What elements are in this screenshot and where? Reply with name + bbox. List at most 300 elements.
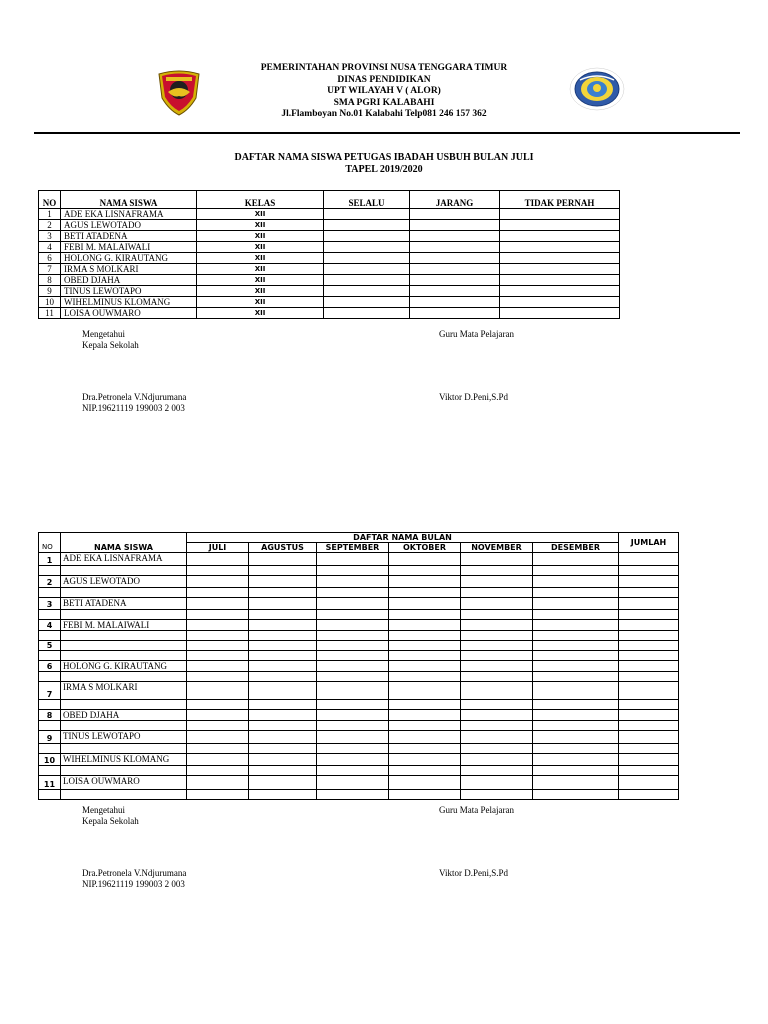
cell-sub[interactable] bbox=[249, 631, 317, 641]
row-name: ADE EKA LISNAFRAMA bbox=[61, 553, 187, 566]
cell-sub[interactable] bbox=[187, 766, 249, 776]
row-name: BETI ATADENA bbox=[61, 231, 197, 242]
cell-month[interactable] bbox=[187, 776, 249, 790]
cell-month[interactable] bbox=[317, 661, 389, 672]
cell-selalu[interactable] bbox=[324, 308, 410, 319]
cell-name-sub bbox=[61, 610, 187, 620]
row-no: 1 bbox=[39, 553, 61, 566]
table-row bbox=[39, 253, 620, 264]
cell-jarang[interactable] bbox=[410, 308, 500, 319]
row-no: 7 bbox=[39, 682, 61, 700]
row-no: 2 bbox=[39, 220, 61, 231]
duty-roster-table bbox=[38, 190, 620, 319]
cell-month[interactable] bbox=[389, 731, 461, 744]
cell-tidak-pernah[interactable] bbox=[500, 308, 620, 319]
cell-jarang[interactable] bbox=[410, 220, 500, 231]
cell-total[interactable] bbox=[619, 598, 679, 610]
cell-month[interactable] bbox=[461, 776, 533, 790]
cell-month[interactable] bbox=[389, 553, 461, 566]
cell-no-sub bbox=[39, 766, 61, 776]
cell-sub[interactable] bbox=[619, 744, 679, 754]
table-row-sub bbox=[39, 721, 679, 731]
cell-sub[interactable] bbox=[533, 631, 619, 641]
cell-sub[interactable] bbox=[533, 610, 619, 620]
cell-total[interactable] bbox=[619, 710, 679, 721]
table-row bbox=[39, 231, 620, 242]
col-header-jarang: JARANG bbox=[410, 191, 500, 209]
cell-sub[interactable] bbox=[533, 721, 619, 731]
title-line-2: TAPEL 2019/2020 bbox=[345, 163, 423, 175]
sig-right-line1: Guru Mata Pelajaran bbox=[439, 329, 514, 339]
cell-sub[interactable] bbox=[619, 631, 679, 641]
row-name: TINUS LEWOTAPO bbox=[61, 731, 187, 744]
row-no: 9 bbox=[39, 731, 61, 744]
cell-sub[interactable] bbox=[619, 672, 679, 682]
cell-sub[interactable] bbox=[249, 588, 317, 598]
cell-total[interactable] bbox=[619, 553, 679, 566]
cell-sub[interactable] bbox=[619, 766, 679, 776]
row-name: LOISA OUWMARO bbox=[61, 776, 187, 790]
letterhead bbox=[180, 63, 588, 121]
cell-sub[interactable] bbox=[533, 700, 619, 710]
cell-sub[interactable] bbox=[187, 744, 249, 754]
cell-sub[interactable] bbox=[389, 651, 461, 661]
table-row bbox=[39, 553, 679, 566]
row-kelas: XII bbox=[197, 264, 324, 275]
cell-month[interactable] bbox=[317, 754, 389, 766]
cell-name-sub bbox=[61, 744, 187, 754]
cell-sub[interactable] bbox=[461, 744, 533, 754]
cell-sub[interactable] bbox=[187, 790, 249, 800]
cell-month[interactable] bbox=[389, 661, 461, 672]
cell-sub[interactable] bbox=[619, 566, 679, 576]
cell-name-sub bbox=[61, 631, 187, 641]
cell-sub[interactable] bbox=[533, 672, 619, 682]
cell-jarang[interactable] bbox=[410, 286, 500, 297]
row-no: 5 bbox=[39, 641, 61, 651]
sig-left-nip: NIP.19621119 199003 2 003 bbox=[82, 878, 185, 889]
cell-tidak-pernah[interactable] bbox=[500, 253, 620, 264]
cell-month[interactable] bbox=[249, 710, 317, 721]
cell-sub[interactable] bbox=[389, 700, 461, 710]
sig-left-line2: Kepala Sekolah bbox=[82, 815, 139, 826]
cell-sub[interactable] bbox=[619, 588, 679, 598]
cell-selalu[interactable] bbox=[324, 220, 410, 231]
cell-month[interactable] bbox=[187, 620, 249, 631]
cell-sub[interactable] bbox=[187, 651, 249, 661]
row-no: 11 bbox=[39, 308, 61, 319]
cell-month[interactable] bbox=[389, 576, 461, 588]
row-no: 7 bbox=[39, 264, 61, 275]
table-row bbox=[39, 308, 620, 319]
cell-sub[interactable] bbox=[619, 700, 679, 710]
cell-sub[interactable] bbox=[389, 631, 461, 641]
cell-month[interactable] bbox=[317, 553, 389, 566]
row-no: 6 bbox=[39, 253, 61, 264]
cell-month[interactable] bbox=[317, 576, 389, 588]
document-title bbox=[150, 152, 618, 175]
cell-sub[interactable] bbox=[461, 721, 533, 731]
cell-month[interactable] bbox=[187, 661, 249, 672]
cell-jarang[interactable] bbox=[410, 297, 500, 308]
cell-no-sub bbox=[39, 588, 61, 598]
cell-tidak-pernah[interactable] bbox=[500, 220, 620, 231]
row-name: FEBI M. MALAIWALI bbox=[61, 620, 187, 631]
row-kelas: XII bbox=[197, 308, 324, 319]
cell-no-sub bbox=[39, 566, 61, 576]
signature-left-name-2 bbox=[82, 868, 186, 889]
cell-name-sub bbox=[61, 672, 187, 682]
col-header-tidak-pernah: TIDAK PERNAH bbox=[500, 191, 620, 209]
col-header-kelas: KELAS bbox=[197, 191, 324, 209]
sig-left-nip: NIP.19621119 199003 2 003 bbox=[82, 402, 185, 413]
cell-month[interactable] bbox=[461, 710, 533, 721]
cell-tidak-pernah[interactable] bbox=[500, 286, 620, 297]
row-no: 8 bbox=[39, 275, 61, 286]
cell-name-sub bbox=[61, 766, 187, 776]
table-row bbox=[39, 682, 679, 700]
cell-name-sub bbox=[61, 721, 187, 731]
row-name: WIHELMINUS KLOMANG bbox=[61, 297, 197, 308]
signature-left-2 bbox=[82, 805, 139, 826]
cell-sub[interactable] bbox=[533, 588, 619, 598]
row-kelas: XII bbox=[197, 253, 324, 264]
cell-sub[interactable] bbox=[533, 651, 619, 661]
cell-sub[interactable] bbox=[389, 721, 461, 731]
row-name: HOLONG G. KIRAUTANG bbox=[61, 661, 187, 672]
cell-name-sub bbox=[61, 588, 187, 598]
table-header-row bbox=[39, 191, 620, 209]
cell-sub[interactable] bbox=[461, 700, 533, 710]
row-name: HOLONG G. KIRAUTANG bbox=[61, 253, 197, 264]
table-row bbox=[39, 620, 679, 631]
cell-sub[interactable] bbox=[249, 766, 317, 776]
cell-month[interactable] bbox=[461, 682, 533, 700]
cell-sub[interactable] bbox=[389, 610, 461, 620]
cell-tidak-pernah[interactable] bbox=[500, 209, 620, 220]
cell-sub[interactable] bbox=[461, 631, 533, 641]
cell-month[interactable] bbox=[249, 620, 317, 631]
cell-tidak-pernah[interactable] bbox=[500, 231, 620, 242]
table-row bbox=[39, 598, 679, 610]
cell-month[interactable] bbox=[461, 576, 533, 588]
row-no: 9 bbox=[39, 286, 61, 297]
table-row bbox=[39, 776, 679, 790]
cell-total[interactable] bbox=[619, 620, 679, 631]
cell-sub[interactable] bbox=[389, 766, 461, 776]
cell-month[interactable] bbox=[389, 682, 461, 700]
t2-header-month: NOVEMBER bbox=[461, 543, 533, 553]
cell-no-sub bbox=[39, 631, 61, 641]
cell-jarang[interactable] bbox=[410, 209, 500, 220]
col-header-no: NO bbox=[39, 191, 61, 209]
cell-sub[interactable] bbox=[317, 588, 389, 598]
cell-month[interactable] bbox=[317, 731, 389, 744]
cell-sub[interactable] bbox=[533, 766, 619, 776]
cell-month[interactable] bbox=[187, 598, 249, 610]
table-row-sub bbox=[39, 744, 679, 754]
cell-sub[interactable] bbox=[317, 721, 389, 731]
row-no: 11 bbox=[39, 776, 61, 790]
cell-month[interactable] bbox=[249, 682, 317, 700]
cell-sub[interactable] bbox=[187, 610, 249, 620]
table-row-sub bbox=[39, 672, 679, 682]
cell-selalu[interactable] bbox=[324, 231, 410, 242]
cell-month[interactable] bbox=[461, 754, 533, 766]
cell-sub[interactable] bbox=[461, 588, 533, 598]
cell-sub[interactable] bbox=[249, 700, 317, 710]
sig-left-line1: Mengetahui bbox=[82, 805, 125, 815]
cell-month[interactable] bbox=[187, 731, 249, 744]
cell-month[interactable] bbox=[533, 661, 619, 672]
cell-no-sub bbox=[39, 672, 61, 682]
table2-header-group-row bbox=[39, 533, 679, 543]
cell-sub[interactable] bbox=[389, 790, 461, 800]
cell-sub[interactable] bbox=[461, 672, 533, 682]
cell-month[interactable] bbox=[533, 576, 619, 588]
cell-sub[interactable] bbox=[461, 790, 533, 800]
cell-total[interactable] bbox=[619, 576, 679, 588]
cell-sub[interactable] bbox=[317, 744, 389, 754]
signature-left-name bbox=[82, 392, 186, 413]
cell-sub[interactable] bbox=[389, 672, 461, 682]
t2-header-month: DESEMBER bbox=[533, 543, 619, 553]
cell-month[interactable] bbox=[389, 620, 461, 631]
cell-tidak-pernah[interactable] bbox=[500, 264, 620, 275]
letterhead-line: SMA PGRI KALABAHI bbox=[333, 97, 435, 108]
row-name: IRMA S MOLKARI bbox=[61, 682, 187, 700]
cell-month[interactable] bbox=[249, 731, 317, 744]
cell-month[interactable] bbox=[533, 553, 619, 566]
cell-sub[interactable] bbox=[533, 790, 619, 800]
cell-jarang[interactable] bbox=[410, 275, 500, 286]
cell-month[interactable] bbox=[389, 754, 461, 766]
table-row-sub bbox=[39, 651, 679, 661]
cell-month[interactable] bbox=[187, 576, 249, 588]
cell-sub[interactable] bbox=[619, 610, 679, 620]
row-kelas: XII bbox=[197, 231, 324, 242]
t2-header-name: NAMA SISWA bbox=[61, 533, 187, 553]
cell-month[interactable] bbox=[461, 641, 533, 651]
cell-sub[interactable] bbox=[461, 766, 533, 776]
cell-month[interactable] bbox=[461, 553, 533, 566]
table-row bbox=[39, 242, 620, 253]
table-row bbox=[39, 731, 679, 744]
letterhead-line: UPT WILAYAH V ( ALOR) bbox=[327, 86, 441, 96]
cell-total[interactable] bbox=[619, 661, 679, 672]
cell-sub[interactable] bbox=[619, 651, 679, 661]
cell-sub[interactable] bbox=[317, 672, 389, 682]
signature-right-name-2 bbox=[439, 868, 508, 879]
cell-month[interactable] bbox=[187, 553, 249, 566]
table-row-sub bbox=[39, 588, 679, 598]
cell-month[interactable] bbox=[461, 620, 533, 631]
cell-month[interactable] bbox=[533, 731, 619, 744]
row-kelas: XII bbox=[197, 220, 324, 231]
cell-month[interactable] bbox=[249, 553, 317, 566]
cell-total[interactable] bbox=[619, 754, 679, 766]
cell-total[interactable] bbox=[619, 731, 679, 744]
col-header-name: NAMA SISWA bbox=[61, 191, 197, 209]
cell-selalu[interactable] bbox=[324, 209, 410, 220]
cell-sub[interactable] bbox=[187, 631, 249, 641]
table-row-sub bbox=[39, 631, 679, 641]
title-line-1: DAFTAR NAMA SISWA PETUGAS IBADAH USBUH BULAN JULI bbox=[234, 152, 534, 163]
cell-no-sub bbox=[39, 721, 61, 731]
row-no: 3 bbox=[39, 231, 61, 242]
cell-tidak-pernah[interactable] bbox=[500, 275, 620, 286]
cell-sub[interactable] bbox=[187, 588, 249, 598]
cell-sub[interactable] bbox=[619, 790, 679, 800]
cell-total[interactable] bbox=[619, 776, 679, 790]
letterhead-address: Jl.Flamboyan No.01 Kalabahi Telp081 246 157 362 bbox=[281, 109, 487, 119]
cell-selalu[interactable] bbox=[324, 253, 410, 264]
t2-header-months-group: DAFTAR NAMA BULAN bbox=[187, 533, 619, 543]
row-no: 4 bbox=[39, 242, 61, 253]
cell-month[interactable] bbox=[317, 682, 389, 700]
row-no: 8 bbox=[39, 710, 61, 721]
t2-header-total: JUMLAH bbox=[619, 533, 679, 553]
cell-sub[interactable] bbox=[533, 744, 619, 754]
cell-sub[interactable] bbox=[461, 651, 533, 661]
cell-month[interactable] bbox=[533, 710, 619, 721]
cell-month[interactable] bbox=[187, 710, 249, 721]
table2-body bbox=[39, 553, 679, 800]
cell-selalu[interactable] bbox=[324, 275, 410, 286]
cell-sub[interactable] bbox=[389, 744, 461, 754]
cell-no-sub bbox=[39, 651, 61, 661]
cell-month[interactable] bbox=[389, 776, 461, 790]
t2-header-month: AGUSTUS bbox=[249, 543, 317, 553]
cell-sub[interactable] bbox=[187, 721, 249, 731]
t2-header-month: JULI bbox=[187, 543, 249, 553]
cell-month[interactable] bbox=[317, 776, 389, 790]
cell-sub[interactable] bbox=[249, 672, 317, 682]
cell-month[interactable] bbox=[317, 598, 389, 610]
cell-month[interactable] bbox=[249, 661, 317, 672]
cell-sub[interactable] bbox=[249, 566, 317, 576]
cell-month[interactable] bbox=[533, 641, 619, 651]
signature-right-2 bbox=[439, 805, 514, 816]
cell-sub[interactable] bbox=[533, 566, 619, 576]
cell-month[interactable] bbox=[533, 598, 619, 610]
cell-name-sub bbox=[61, 651, 187, 661]
cell-sub[interactable] bbox=[317, 651, 389, 661]
cell-sub[interactable] bbox=[249, 790, 317, 800]
cell-month[interactable] bbox=[461, 598, 533, 610]
cell-tidak-pernah[interactable] bbox=[500, 242, 620, 253]
row-name: AGUS LEWOTADO bbox=[61, 220, 197, 231]
cell-selalu[interactable] bbox=[324, 286, 410, 297]
table-row bbox=[39, 286, 620, 297]
cell-sub[interactable] bbox=[249, 651, 317, 661]
cell-month[interactable] bbox=[533, 776, 619, 790]
row-no: 4 bbox=[39, 620, 61, 631]
table-row-sub bbox=[39, 610, 679, 620]
row-name bbox=[61, 641, 187, 651]
row-name: AGUS LEWOTADO bbox=[61, 576, 187, 588]
cell-month[interactable] bbox=[533, 620, 619, 631]
sig-left-name: Dra.Petronela V.Ndjurumana bbox=[82, 868, 187, 878]
cell-jarang[interactable] bbox=[410, 231, 500, 242]
cell-month[interactable] bbox=[187, 682, 249, 700]
cell-month[interactable] bbox=[533, 754, 619, 766]
cell-month[interactable] bbox=[461, 731, 533, 744]
cell-sub[interactable] bbox=[187, 672, 249, 682]
sig-left-line2: Kepala Sekolah bbox=[82, 339, 139, 350]
cell-sub[interactable] bbox=[317, 566, 389, 576]
cell-total[interactable] bbox=[619, 682, 679, 700]
row-name: OBED DJAHA bbox=[61, 710, 187, 721]
row-no: 2 bbox=[39, 576, 61, 588]
cell-sub[interactable] bbox=[317, 610, 389, 620]
cell-jarang[interactable] bbox=[410, 264, 500, 275]
cell-month[interactable] bbox=[389, 710, 461, 721]
cell-no-sub bbox=[39, 744, 61, 754]
cell-month[interactable] bbox=[187, 754, 249, 766]
cell-month[interactable] bbox=[389, 641, 461, 651]
cell-sub[interactable] bbox=[249, 721, 317, 731]
table-row bbox=[39, 297, 620, 308]
cell-sub[interactable] bbox=[389, 566, 461, 576]
cell-jarang[interactable] bbox=[410, 242, 500, 253]
cell-sub[interactable] bbox=[619, 721, 679, 731]
sig-right-name: Viktor D.Peni,S.Pd bbox=[439, 392, 508, 402]
cell-sub[interactable] bbox=[461, 566, 533, 576]
cell-selalu[interactable] bbox=[324, 264, 410, 275]
cell-jarang[interactable] bbox=[410, 253, 500, 264]
table-row-sub bbox=[39, 790, 679, 800]
cell-month[interactable] bbox=[249, 598, 317, 610]
cell-sub[interactable] bbox=[249, 744, 317, 754]
cell-sub[interactable] bbox=[317, 700, 389, 710]
cell-selalu[interactable] bbox=[324, 242, 410, 253]
cell-month[interactable] bbox=[317, 641, 389, 651]
cell-sub[interactable] bbox=[317, 790, 389, 800]
cell-month[interactable] bbox=[187, 641, 249, 651]
cell-month[interactable] bbox=[533, 682, 619, 700]
cell-name-sub bbox=[61, 700, 187, 710]
cell-month[interactable] bbox=[249, 576, 317, 588]
sig-left-name: Dra.Petronela V.Ndjurumana bbox=[82, 392, 187, 402]
cell-month[interactable] bbox=[249, 754, 317, 766]
row-no: 3 bbox=[39, 598, 61, 610]
cell-month[interactable] bbox=[389, 598, 461, 610]
cell-selalu[interactable] bbox=[324, 297, 410, 308]
table-row-sub bbox=[39, 566, 679, 576]
cell-sub[interactable] bbox=[187, 700, 249, 710]
cell-sub[interactable] bbox=[187, 566, 249, 576]
cell-tidak-pernah[interactable] bbox=[500, 297, 620, 308]
cell-month[interactable] bbox=[249, 776, 317, 790]
cell-sub[interactable] bbox=[317, 631, 389, 641]
cell-name-sub bbox=[61, 790, 187, 800]
cell-sub[interactable] bbox=[389, 588, 461, 598]
cell-sub[interactable] bbox=[461, 610, 533, 620]
cell-sub[interactable] bbox=[317, 766, 389, 776]
cell-month[interactable] bbox=[317, 710, 389, 721]
cell-month[interactable] bbox=[249, 641, 317, 651]
table-row bbox=[39, 220, 620, 231]
cell-sub[interactable] bbox=[249, 610, 317, 620]
signature-right bbox=[439, 329, 514, 340]
cell-month[interactable] bbox=[317, 620, 389, 631]
cell-month[interactable] bbox=[461, 661, 533, 672]
row-name: IRMA S MOLKARI bbox=[61, 264, 197, 275]
t2-header-month: SEPTEMBER bbox=[317, 543, 389, 553]
cell-total[interactable] bbox=[619, 641, 679, 651]
signature-right-name bbox=[439, 392, 508, 403]
